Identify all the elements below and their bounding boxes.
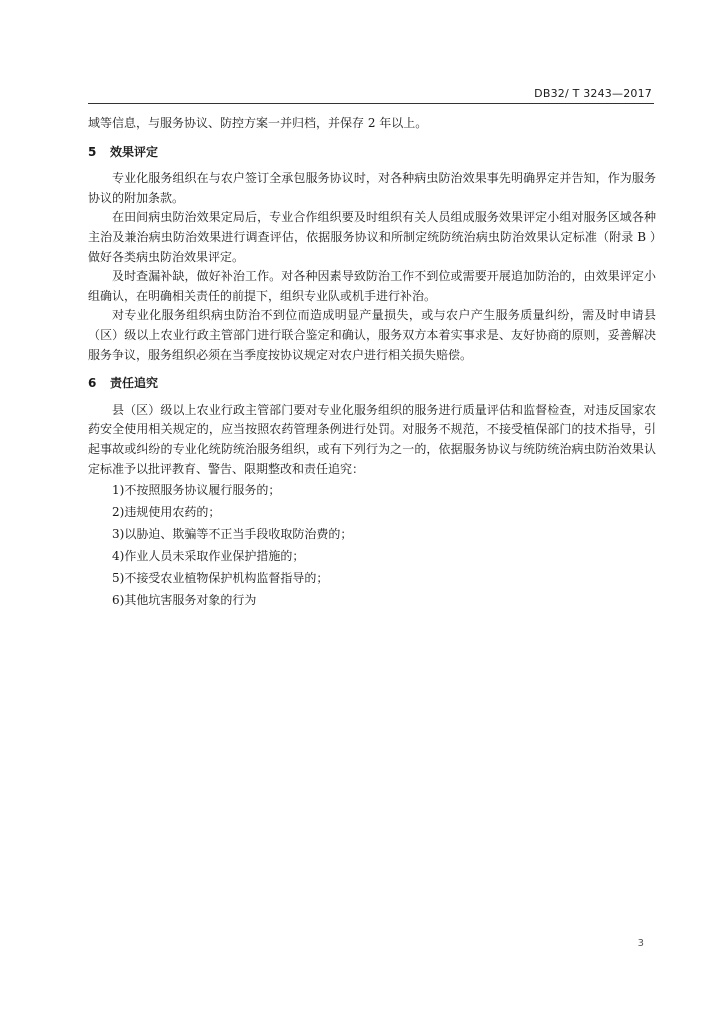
section-5-paragraph: 在田间病虫防治效果定局后，专业合作组织要及时组织有关人员组成服务效果评定小组对服务区域各种主治及兼治病虫防治效果进行调查评估，依据服务协议和所制定统防统治病虫防治效果认定标准（附录 B ）做好各类病虫防治效果评定。 xyxy=(88,210,656,264)
document-code: DB32/ T 3243—2017 xyxy=(534,87,652,100)
section-6-heading xyxy=(88,374,656,394)
document-body xyxy=(88,114,656,611)
header-rule xyxy=(88,103,654,104)
intro-paragraph: 域等信息，与服务协议、防控方案一并归档，并保存 2 年以上。 xyxy=(88,116,428,130)
section-5-heading xyxy=(88,143,656,163)
list-item: 2)违规使用农药的； xyxy=(112,505,221,520)
section-5-paragraph: 对专业化服务组织病虫防治不到位而造成明显产量损失，或与农户产生服务质量纠纷，需及时申请县（区）级以上农业行政主管部门进行联合鉴定和确认，服务双方本着实事求是、友好协商的原则，妥善解决服务争议，服务组织必须在当季度按协议规定对农户进行相关损失赔偿。 xyxy=(88,308,656,362)
list-item: 3)以胁迫、欺骗等不正当手段收取防治费的； xyxy=(112,527,353,542)
section-5-title: 效果评定 xyxy=(110,144,159,159)
section-5-number: 5 xyxy=(88,144,97,159)
list-item: 4)作业人员未采取作业保护措施的； xyxy=(112,549,305,564)
list-item: 1)不按照服务协议履行服务的； xyxy=(112,483,281,498)
section-6-title: 责任追究 xyxy=(110,376,159,391)
section-6-paragraph: 县（区）级以上农业行政主管部门要对专业化服务组织的服务进行质量评估和监督检查，对违反国家农药安全使用相关规定的，应当按照农药管理条例进行处罚。对服务不规范，不接受植保部门的技术指导，引起事故或纠纷的专业化统防统治服务组织，或有下列行为之一的，依据服务协议与统防统治病虫防治效果认定标准予以批评教育、警告、限期整改和责任追究： xyxy=(88,402,656,476)
section-5-paragraph: 及时查漏补缺，做好补治工作。对各种因素导致防治工作不到位或需要开展追加防治的，由效果评定小组确认，在明确相关责任的前提下，组织专业队或机手进行补治。 xyxy=(88,269,656,303)
section-5-paragraph: 专业化服务组织在与农户签订全承包服务协议时，对各种病虫防治效果事先明确界定并告知，作为服务协议的附加条款。 xyxy=(88,171,656,205)
list-item: 5)不接受农业植物保护机构监督指导的； xyxy=(112,571,329,586)
section-6-number: 6 xyxy=(88,376,97,391)
page-number: 3 xyxy=(637,938,644,949)
list-item: 6)其他坑害服务对象的行为 xyxy=(112,593,257,608)
